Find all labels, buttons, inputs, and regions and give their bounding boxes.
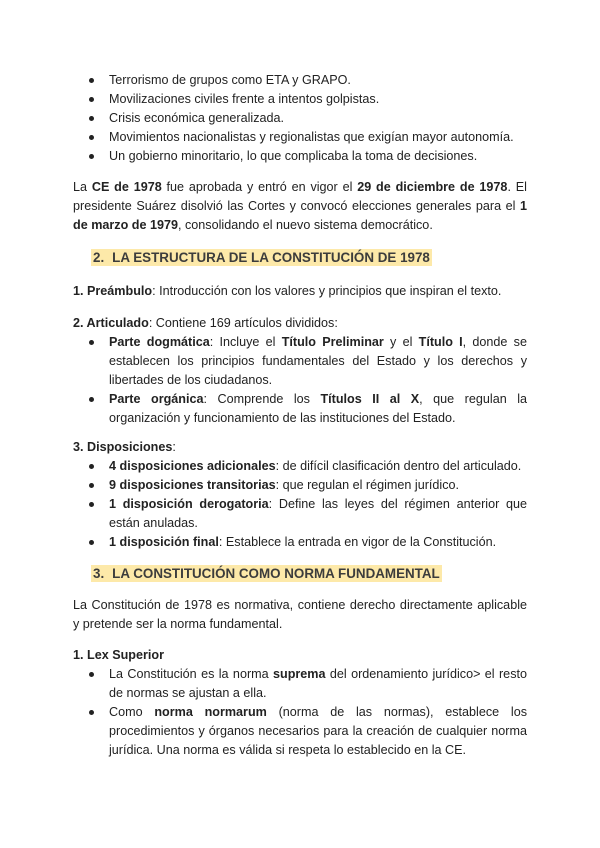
bullet-icon [89,464,94,469]
bullet-icon [89,97,94,102]
section-2-heading: 2. LA ESTRUCTURA DE LA CONSTITUCIÓN DE 1978 [93,250,430,265]
bullet-icon [89,154,94,159]
lex-superior-section [73,646,527,760]
list-item: 1 disposición derogatoria: Define las leyes del régimen anterior que están anuladas. [73,495,527,533]
list-item: La Constitución es la norma suprema del ordenamiento jurídico> el resto de normas se ajustan a ella. [73,665,527,703]
bullet-icon [89,135,94,140]
bullet-icon [89,483,94,488]
bullet-icon [89,78,94,83]
articulado-section [73,314,527,428]
bullet-icon [89,710,94,715]
section-3-heading: 3. LA CONSTITUCIÓN COMO NORMA FUNDAMENTAL [93,566,440,581]
list-item: Movilizaciones civiles frente a intentos golpistas. [73,90,527,109]
lex-superior-label: 1. Lex Superior [73,648,164,662]
bullet-icon [89,672,94,677]
disposiciones-section [73,438,527,552]
preambulo-line: 1. Preámbulo: Introducción con los valores y principios que inspiran el texto. [73,284,502,298]
section-3-intro: La Constitución de 1978 es normativa, contiene derecho directamente aplicable y pretende ser la norma fundamental. [73,598,527,631]
paragraph-ce-1978: La CE de 1978 fue aprobada y entró en vigor el 29 de diciembre de 1978. El presidente Suárez disolvió las Cortes y convocó elecciones generales para el 1 de marzo de 1979, consolidando el nuevo sistema democrático. [73,180,527,232]
list-item: Movimientos nacionalistas y regionalistas que exigían mayor autonomía. [73,128,527,147]
bullet-icon [89,502,94,507]
bullet-icon [89,340,94,345]
articulado-line: 2. Articulado: Contiene 169 artículos divididos: [73,316,338,330]
list-item: 9 disposiciones transitorias: que regulan el régimen jurídico. [73,476,527,495]
list-item: 4 disposiciones adicionales: de difícil clasificación dentro del articulado. [73,457,527,476]
list-item: Parte orgánica: Comprende los Títulos II al X, que regulan la organización y funcionamiento de las instituciones del Estado. [73,390,527,428]
disposiciones-line: 3. Disposiciones: [73,440,176,454]
intro-bullet-list [73,71,527,166]
bullet-icon [89,540,94,545]
list-item: Un gobierno minoritario, lo que complicaba la toma de decisiones. [73,147,527,166]
list-item: Como norma normarum (norma de las normas), establece los procedimientos y órganos necesarios para la creación de cualquier norma jurídica. Una norma es válida si respeta lo establecido en la CE. [73,703,527,760]
list-item: Crisis económica generalizada. [73,109,527,128]
list-item: 1 disposición final: Establece la entrada en vigor de la Constitución. [73,533,527,552]
bullet-icon [89,397,94,402]
list-item: Parte dogmática: Incluye el Título Preliminar y el Título I, donde se establecen los principios fundamentales del Estado y los derechos y libertades de los ciudadanos. [73,333,527,390]
bullet-icon [89,116,94,121]
list-item: Terrorismo de grupos como ETA y GRAPO. [73,71,527,90]
